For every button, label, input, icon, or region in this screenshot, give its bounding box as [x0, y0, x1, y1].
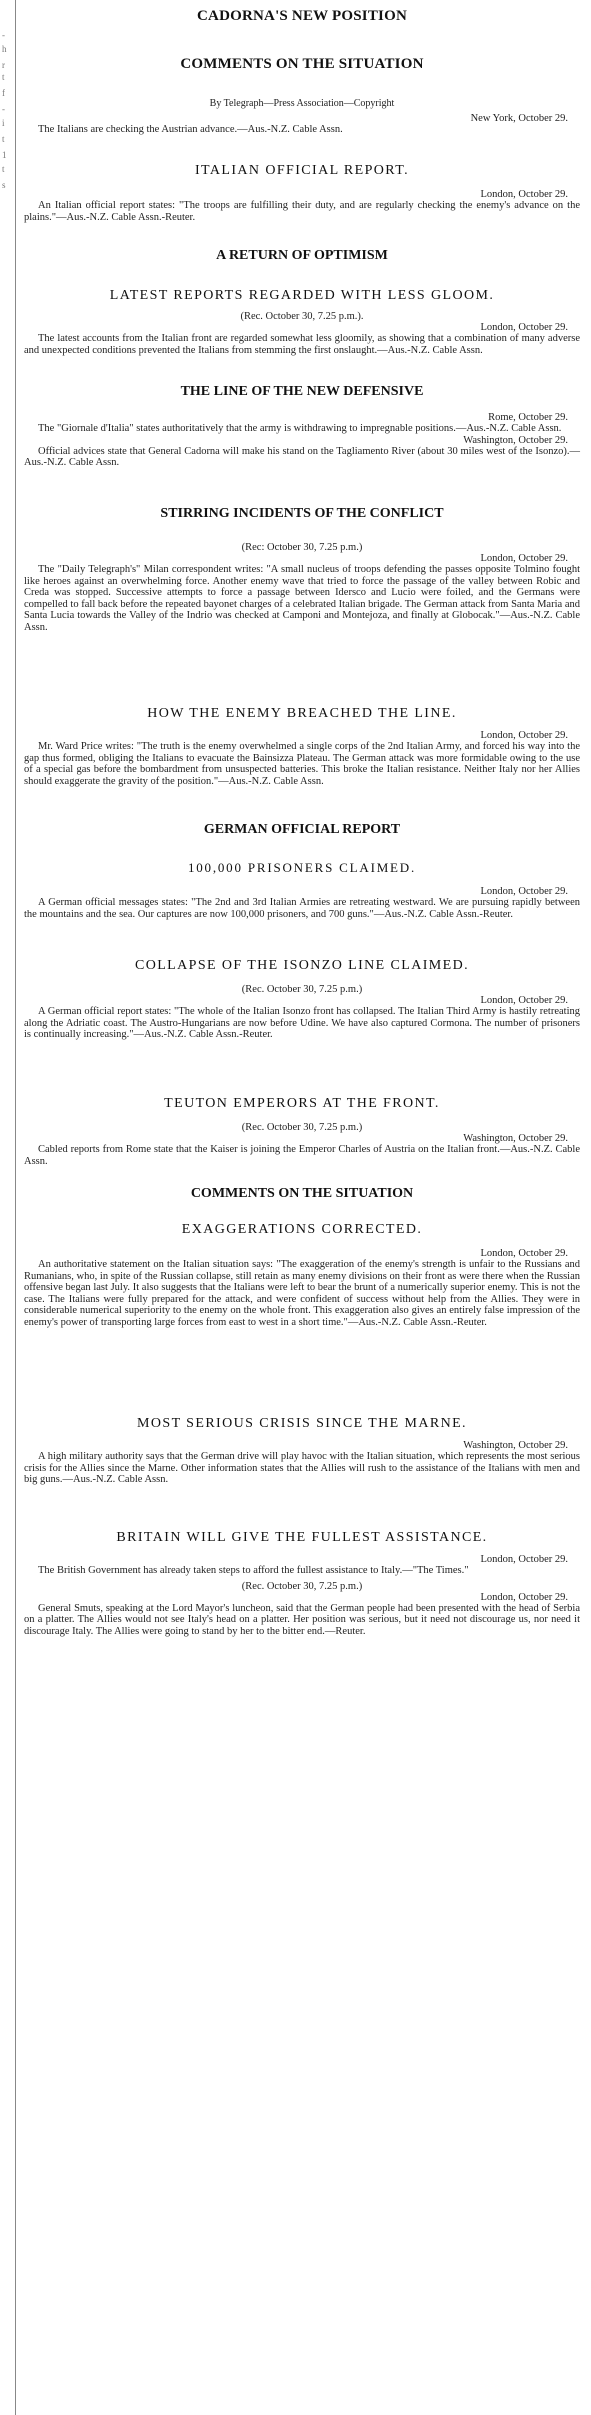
headline: CADORNA'S NEW POSITION: [197, 8, 407, 24]
received-note: (Rec. October 30, 7.25 p.m.): [241, 984, 363, 995]
section-enemy-breached: [24, 706, 580, 787]
section-title: A RETURN OF OPTIMISM: [216, 248, 388, 263]
article-header: [24, 8, 580, 25]
left-margin-fragments: [0, 0, 14, 2415]
dateline: Rome, October 29.: [488, 412, 568, 423]
margin-fragment: 1: [2, 150, 7, 160]
article-body: A German official report states: "The whole of the Italian Isonzo front has collapsed. The Italian Third Army is hastily retreating along the Adriatic coast. The Austro-Hungarians are now before Udine. We have also captured Cormona. The number of prisoners is continually increasing."—Aus.-N.Z. Cable Assn.-Reuter.: [24, 1006, 580, 1041]
dateline: London, October 29.: [480, 1248, 568, 1259]
section-title: STIRRING INCIDENTS OF THE CONFLICT: [160, 506, 444, 521]
section-title: TEUTON EMPERORS AT THE FRONT.: [164, 1096, 440, 1111]
margin-fragment: t: [2, 164, 5, 174]
dateline: London, October 29.: [480, 995, 568, 1006]
dateline: New York, October 29.: [470, 113, 568, 124]
column-rule: [15, 0, 16, 2415]
section-title: THE LINE OF THE NEW DEFENSIVE: [180, 384, 424, 399]
margin-fragment: f: [2, 88, 5, 98]
subheadline-block: [24, 56, 580, 73]
section-title: COMMENTS ON THE SITUATION: [190, 1186, 414, 1201]
section-title: HOW THE ENEMY BREACHED THE LINE.: [147, 706, 457, 721]
section-stirring-incidents: [24, 506, 580, 634]
margin-fragment: t: [2, 134, 5, 144]
received-note: (Rec: October 30, 7.25 p.m.): [241, 542, 363, 553]
byline: By Telegraph—Press Association—Copyright: [209, 98, 395, 109]
section-new-defensive-line: [24, 384, 580, 469]
section-exaggerations: [24, 1222, 580, 1329]
article-body: The latest accounts from the Italian front are regarded somewhat less gloomily, as showing that a combination of many adverse and unexpected conditions prevented the Italians from stemming the first onslaught.—Aus.-N.Z. Cable Assn.: [24, 333, 580, 356]
section-title: 100,000 PRISONERS CLAIMED.: [187, 860, 417, 875]
article-body: A high military authority says that the German drive will play havoc with the Italian situation, which represents the most serious crisis for the Allies since the Marne. Other information states that the Allies will rush to the assistance of the Italians with men and big guns.—Aus.-N.Z. Cable Assn.: [24, 1451, 580, 1486]
article-body: An Italian official report states: "The troops are fulfilling their duty, and are regularly checking the enemy's advance on the plains."—Aus.-N.Z. Cable Assn.-Reuter.: [24, 200, 580, 223]
section-comments-situation: [24, 1186, 580, 1202]
dateline: London, October 29.: [480, 189, 568, 200]
received-note: (Rec. October 30, 7.25 p.m.).: [240, 311, 364, 322]
section-title: MOST SERIOUS CRISIS SINCE THE MARNE.: [137, 1416, 467, 1431]
dateline: London, October 29.: [480, 730, 568, 741]
margin-fragment: s: [2, 180, 6, 190]
article-body: The British Government has already taken steps to afford the fullest assistance to Italy.—"The Times.": [38, 1565, 469, 1576]
margin-fragment: r: [2, 60, 5, 70]
section-title: ITALIAN OFFICIAL REPORT.: [194, 163, 410, 178]
dateline: London, October 29.: [480, 322, 568, 333]
section-title: EXAGGERATIONS CORRECTED.: [181, 1222, 423, 1237]
received-note: (Rec. October 30, 7.25 p.m.): [241, 1122, 363, 1133]
section-serious-crisis: [24, 1416, 580, 1486]
section-britain-assistance: [24, 1530, 580, 1637]
section-teuton-emperors: [24, 1096, 580, 1167]
dateline: Washington, October 29.: [463, 434, 568, 446]
subheadline: COMMENTS ON THE SITUATION: [180, 56, 424, 72]
article-body: The "Daily Telegraph's" Milan correspondent writes: "A small nucleus of troops defending the passes opposite Tolmino fought like heroes against an overwhelming force. Another enemy wave that tried to force the passage of the valley between Robic and Creda was stopped. Successive attempts to force a passage between Idersco and Lucio were foiled, and the Germans were compelled to fall back before the repeated bayonet charges of a celebrated Italian brigade. The German attack from Santa Maria and Santa Lucia towards the Valley of the Indrio was checked at Camponi and Montejoza, and finally at Globocak."—Aus.-N.Z. Cable Assn.: [24, 564, 580, 633]
byline-block: [24, 98, 580, 136]
dateline: Washington, October 29.: [463, 1440, 568, 1451]
article-body: The Italians are checking the Austrian advance.—Aus.-N.Z. Cable Assn.: [38, 124, 343, 135]
dateline: London, October 29.: [480, 553, 568, 564]
section-latest-reports: [24, 288, 580, 356]
received-note: (Rec. October 30, 7.25 p.m.): [241, 1580, 363, 1592]
dateline: London, October 29.: [480, 1554, 568, 1565]
section-title: GERMAN OFFICIAL REPORT: [203, 822, 401, 837]
article-body: Mr. Ward Price writes: "The truth is the enemy overwhelmed a single corps of the 2nd Italian Army, and forced his way into the gap thus formed, obliging the Italians to evacuate the Bainsizza Plateau. The German attack was more formidable owing to the use of a special gas before the bombardment from unsuspected batteries. This broke the Italian resistance. Neither Italy nor her Allies should exaggerate the gravity of the position."—Aus.-N.Z. Cable Assn.: [24, 741, 580, 787]
dateline: London, October 29.: [480, 1591, 568, 1603]
margin-fragment: t: [2, 72, 5, 82]
section-german-official: [24, 822, 580, 838]
dateline: Washington, October 29.: [463, 1133, 568, 1144]
article-body: The "Giornale d'Italia" states authoritatively that the army is withdrawing to impregnable positions.—Aus.-N.Z. Cable Assn.: [38, 423, 562, 434]
section-italian-official-report: [24, 163, 580, 223]
dateline: London, October 29.: [480, 886, 568, 897]
section-prisoners-claimed: [24, 860, 580, 920]
margin-fragment: i: [2, 118, 5, 128]
margin-fragment: h: [2, 44, 7, 54]
section-title: BRITAIN WILL GIVE THE FULLEST ASSISTANCE.: [116, 1530, 488, 1545]
margin-fragment: -: [2, 30, 5, 40]
section-title: COLLAPSE OF THE ISONZO LINE CLAIMED.: [134, 958, 470, 973]
margin-fragment: -: [2, 104, 5, 114]
article-body: Official advices state that General Cadorna will make his stand on the Tagliamento River (about 30 miles west of the Isonzo).—Aus.-N.Z. Cable Assn.: [24, 445, 580, 469]
article-body: A German official messages states: "The 2nd and 3rd Italian Armies are retreating westward. We are pursuing rapidly between the mountains and the sea. Our captures are now 100,000 prisoners, and 700 guns."—Aus.-N.Z. Cable Assn.-Reuter.: [24, 897, 580, 920]
section-return-of-optimism: [24, 248, 580, 264]
section-title: LATEST REPORTS REGARDED WITH LESS GLOOM.: [109, 288, 495, 303]
section-isonzo-collapse: [24, 958, 580, 1041]
article-body: An authoritative statement on the Italian situation says: "The exaggeration of the enemy's strength is unfair to the Russians and Rumanians, who, in spite of the Russian collapse, still retain as many enemy divisions on their front as were there when the Russian offensive began last July. It also suggests that the Italians were left to bear the brunt of a numerically superior enemy. This is not the case. The Italians were fully prepared for the attack, and were confident of success without help from the Allies. They were in considerable numerical superiority to the enemy on the whole front. This exaggeration also gives an entirely false impression of the enemy's power of transporting large forces from east to west in a short time."—Aus.-N.Z. Cable Assn.-Reuter.: [24, 1259, 580, 1328]
article-body: Cabled reports from Rome state that the Kaiser is joining the Emperor Charles of Austria on the Italian front.—Aus.-N.Z. Cable Assn.: [24, 1144, 580, 1167]
article-body: General Smuts, speaking at the Lord Mayor's luncheon, said that the German people had been presented with the head of Serbia on a platter. The Allies would not see Italy's head on a platter. Her position was serious, but it need not discourage us, nor need it discourage Italy. The Allies were going to stand by her to the bitter end.—Reuter.: [24, 1602, 580, 1637]
